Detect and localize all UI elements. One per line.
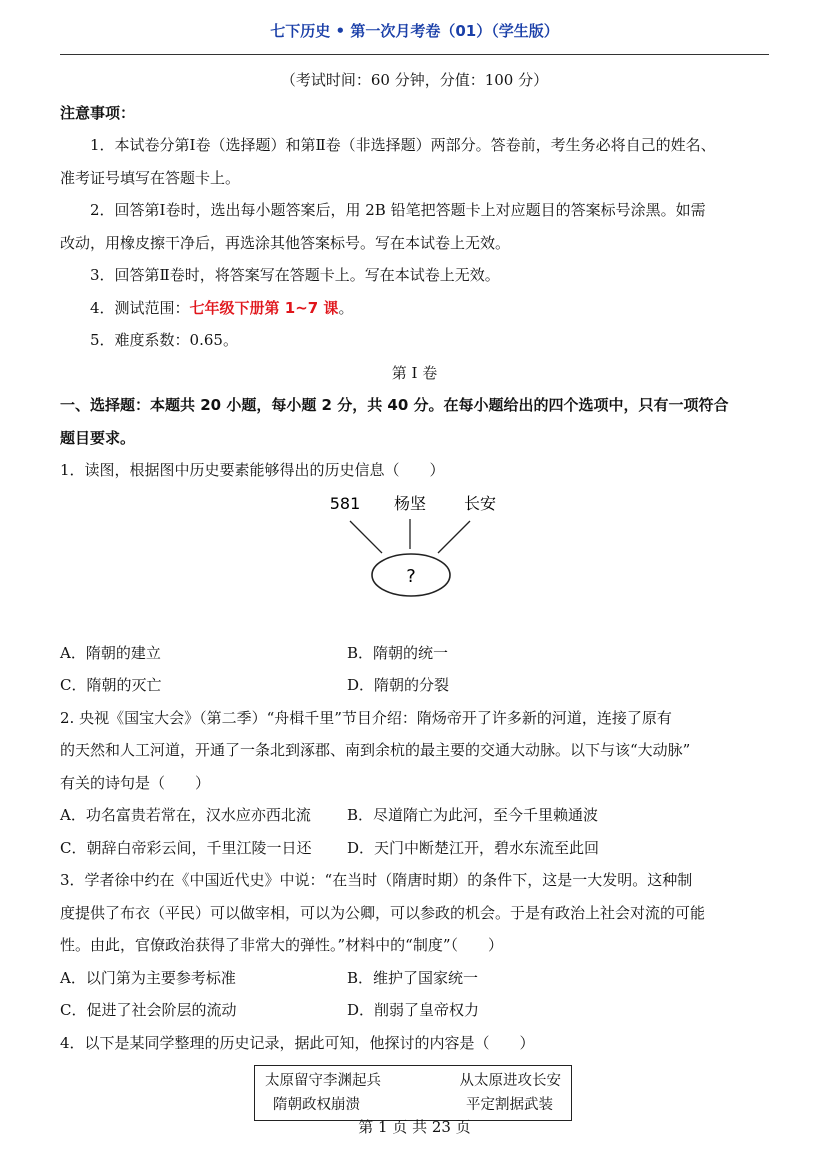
question-2-line: 的天然和人工河道，开通了一条北到涿郡、南到余杭的最主要的交通大动脉。以下与该“大动脉”	[60, 741, 691, 759]
history-record-box	[254, 1065, 572, 1121]
total-pages: 23	[431, 1118, 451, 1136]
header-divider	[60, 54, 769, 55]
note-line: 3．回答第Ⅱ卷时，将答案写在答题卡上。写在本试卷上无效。	[90, 266, 500, 284]
question-4-stem: 4．以下是某同学整理的历史记录，据此可知，他探讨的内容是（ ）	[60, 1033, 535, 1052]
option-a: A．以门第为主要参考标准	[60, 968, 236, 987]
footer-suffix: 页	[455, 1118, 471, 1136]
footer-mid: 页 共	[392, 1118, 428, 1136]
question-1-options	[60, 669, 769, 702]
connector-line	[438, 521, 470, 553]
question-3-line: 性。由此，官僚政治获得了非常大的弹性。”材料中的“制度”（ ）	[60, 936, 504, 954]
option-d: D．削弱了皇帝权力	[347, 1001, 480, 1019]
record-item: 隋朝政权崩溃	[273, 1097, 360, 1113]
question-1-stem: 1．读图，根据图中历史要素能够得出的历史信息（ ）	[60, 461, 445, 479]
page-title: 七下历史 • 第一次月考卷（01）（学生版）	[270, 22, 559, 40]
section-instructions: 一、选择题：本题共 20 小题，每小题 2 分，共 40 分。在每小题给出的四个选项中，只有一项符合	[60, 396, 729, 414]
question-3-line: 3．学者徐中约在《中国近代史》中说：“在当时（隋唐时期）的条件下，这是一大发明。这种制	[60, 871, 693, 889]
note-item-4-suffix: 。	[338, 298, 354, 317]
record-item: 平定割据武装	[466, 1097, 553, 1113]
record-item: 从太原进攻长安	[459, 1073, 561, 1089]
note-item-5: 5．难度系数：0.65。	[90, 331, 238, 349]
option-a: A．功名富贵若常在，汉水应亦西北流	[60, 806, 311, 824]
option-b: B．隋朝的统一	[347, 643, 449, 662]
label-year: 581	[329, 493, 361, 513]
question-2-line: 有关的诗句是（ ）	[60, 773, 211, 792]
note-line: 2．回答第Ⅰ卷时，选出每小题答案后，用 2B 铅笔把答题卡上对应题目的答案标号涂黑。如需	[90, 201, 706, 219]
option-b: B．维护了国家统一	[347, 968, 479, 987]
note-item-4-prefix: 4．测试范围：	[90, 298, 190, 317]
option-c: C．朝辞白帝彩云间，千里江陵一日还	[60, 838, 312, 857]
note-line: 准考证号填写在答题卡上。	[60, 168, 241, 187]
option-c: C．隋朝的灭亡	[60, 676, 162, 694]
label-place: 长安	[463, 493, 497, 513]
option-a: A．隋朝的建立	[60, 643, 161, 662]
question-2-options	[60, 799, 769, 832]
question-1-figure	[60, 487, 769, 637]
note-item-4	[60, 292, 769, 325]
question-1-options	[60, 637, 769, 670]
volume-title: 第 I 卷	[391, 363, 438, 382]
question-3-options	[60, 994, 769, 1027]
footer-prefix: 第	[358, 1118, 374, 1136]
option-c: C．促进了社会阶层的流动	[60, 1001, 237, 1019]
record-row	[255, 1093, 571, 1117]
exam-body	[60, 64, 769, 1121]
test-range: 七年级下册第 1~7 课	[189, 298, 339, 317]
label-person: 杨坚	[393, 493, 427, 513]
page-number: 1	[378, 1118, 388, 1136]
option-b: B．尽道隋亡为此河，至今千里赖通波	[347, 806, 599, 824]
connector-line	[350, 521, 382, 553]
option-d: D．天门中断楚江开，碧水东流至此回	[347, 838, 600, 857]
question-mark: ?	[406, 565, 416, 587]
question-3-options	[60, 962, 769, 995]
record-item: 太原留守李渊起兵	[265, 1073, 381, 1089]
notes-heading: 注意事项：	[60, 103, 136, 122]
section-instructions-cont: 题目要求。	[60, 428, 136, 447]
page-footer	[60, 1116, 769, 1137]
question-2-options	[60, 832, 769, 865]
exam-info: （考试时间：60 分钟，分值：100 分）	[280, 71, 549, 89]
note-line: 改动，用橡皮擦干净后，再选涂其他答案标号。写在本试卷上无效。	[60, 233, 511, 252]
question-2-line: 2. 央视《国宝大会》（第二季）“舟楫千里”节目介绍：隋炀帝开了许多新的河道，连接了原有	[60, 708, 672, 727]
note-line: 1．本试卷分第Ⅰ卷（选择题）和第Ⅱ卷（非选择题）两部分。答卷前，考生务必将自己的姓名、	[90, 136, 716, 154]
concept-diagram	[320, 491, 520, 631]
question-3-line: 度提供了布衣（平民）可以做宰相，可以为公卿，可以参政的机会。于是有政治上社会对流的可能	[60, 903, 706, 922]
record-row	[255, 1069, 571, 1093]
option-d: D．隋朝的分裂	[347, 676, 450, 694]
